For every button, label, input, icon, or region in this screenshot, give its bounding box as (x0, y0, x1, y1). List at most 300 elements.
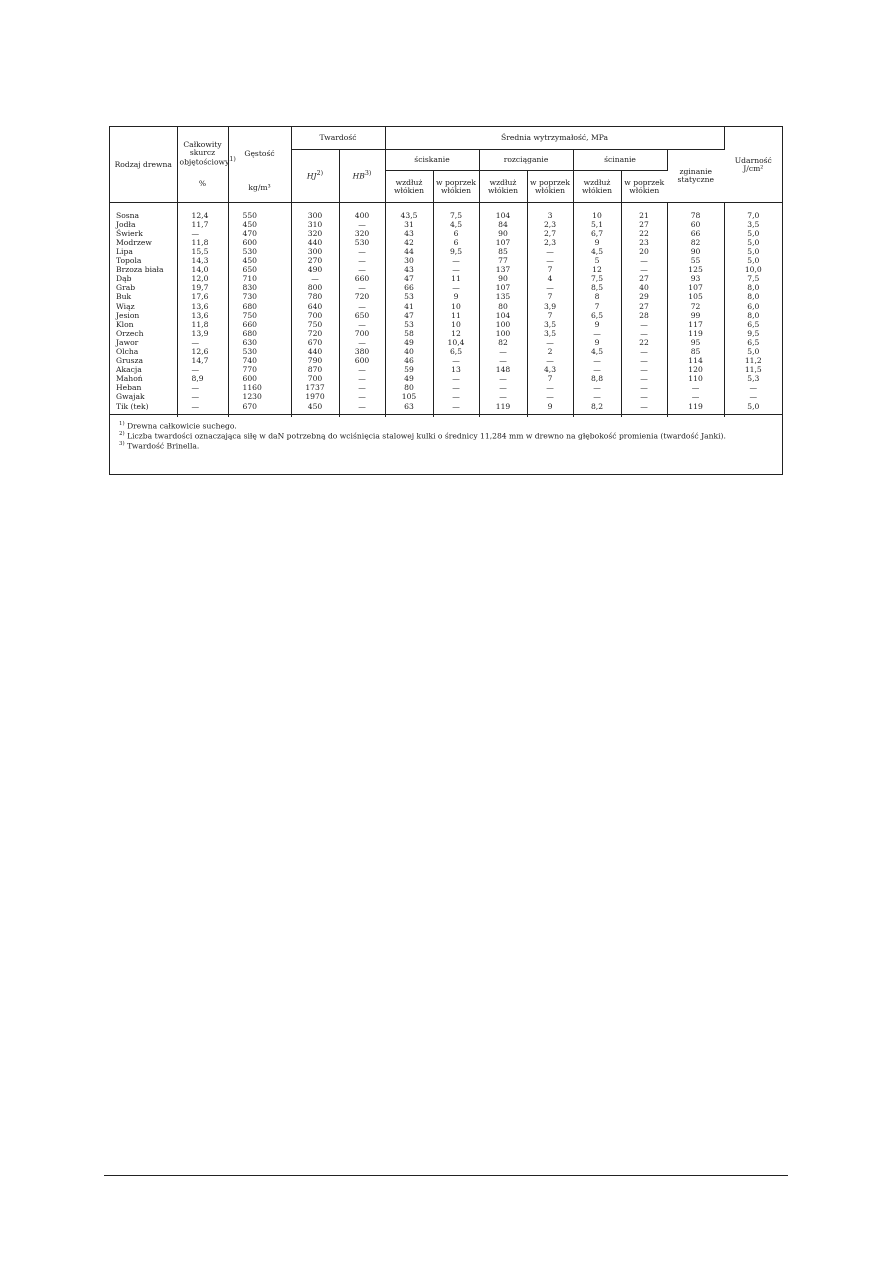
cell-tension-along: — (479, 357, 527, 366)
cell-bending: 107 (667, 284, 724, 293)
cell-impact: — (749, 383, 758, 393)
cell-hardness-hj: 640 (291, 302, 339, 311)
cell-compression-along: 53 (385, 320, 433, 329)
cell-shrinkage: 12,0 (177, 275, 228, 284)
cell-tension-across: — (527, 384, 573, 393)
cell-shear-along: — (573, 384, 621, 393)
cell-shear-across: — (621, 266, 667, 275)
cell-density: 630 (228, 338, 291, 347)
header-tension: rozciąganie (479, 150, 573, 171)
cell-impact: 5,0 (747, 347, 760, 356)
cell-hardness-hb: 700 (339, 329, 385, 338)
cell-compression-along: 105 (385, 393, 433, 402)
cell-density: 550 (228, 203, 291, 221)
cell-shrinkage: 11,8 (177, 238, 228, 247)
cell-compression-across: 11 (433, 311, 479, 320)
cell-hardness-hb: — (339, 338, 385, 347)
table-row (110, 247, 782, 256)
footnote-1: $^{1)}$ Drewna całkowicie suchego. (119, 421, 237, 431)
table-row (110, 293, 782, 302)
cell-shrinkage: — (177, 366, 228, 375)
cell-shear-along: 4,5 (573, 247, 621, 256)
cell-density: 830 (228, 284, 291, 293)
cell-impact: 5,0 (747, 238, 760, 247)
cell-shrinkage: 12,4 (177, 203, 228, 221)
cell-tension-across: 7 (527, 311, 573, 320)
cell-compression-along: 42 (385, 238, 433, 247)
cell-tension-along: 100 (479, 329, 527, 338)
cell-shear-across: 28 (621, 311, 667, 320)
header-tension-along: wzdłuż włókien (479, 171, 527, 203)
cell-species: Jawor (110, 338, 177, 347)
cell-impact: 3,5 (747, 220, 760, 229)
cell-impact: 11,2 (744, 356, 762, 366)
cell-shrinkage: 14,0 (177, 266, 228, 275)
cell-hardness-hj: 450 (291, 402, 339, 417)
cell-compression-across: 6 (433, 238, 479, 247)
cell-density: 680 (228, 329, 291, 338)
cell-tension-along: 148 (479, 366, 527, 375)
cell-hardness-hj: 670 (291, 338, 339, 347)
cell-compression-along: 43 (385, 266, 433, 275)
cell-compression-along: 40 (385, 347, 433, 356)
cell-species: Brzoza biała (110, 266, 177, 275)
cell-tension-across: 2,3 (527, 220, 573, 229)
cell-hardness-hb: — (339, 266, 385, 275)
cell-density: 740 (228, 357, 291, 366)
cell-shrinkage: 12,6 (177, 347, 228, 356)
cell-compression-across: — (433, 284, 479, 293)
cell-hardness-hb: — (339, 302, 385, 311)
cell-species: Jodła (110, 220, 177, 229)
table-header (110, 127, 782, 203)
cell-tension-along: 82 (479, 338, 527, 347)
cell-shear-across: 20 (621, 247, 667, 256)
cell-density: 710 (228, 275, 291, 284)
cell-tension-along: 137 (479, 266, 527, 275)
cell-species: Lipa (110, 247, 177, 256)
cell-hardness-hb: — (339, 247, 385, 256)
cell-shear-across: 22 (621, 229, 667, 238)
cell-hardness-hj: 720 (291, 329, 339, 338)
cell-shear-across: — (621, 320, 667, 329)
cell-density: 1160 (228, 384, 291, 393)
table-row (110, 256, 782, 265)
cell-hardness-hj: 1737 (291, 384, 339, 393)
cell-shear-across: — (621, 366, 667, 375)
header-shrinkage-unit: % (198, 179, 207, 189)
header-hardness: Twardość (291, 127, 385, 150)
cell-tension-across: 7 (527, 293, 573, 302)
header-compression: ściskanie (385, 150, 479, 171)
cell-shrinkage: 17,6 (177, 293, 228, 302)
cell-shear-along: 8 (573, 293, 621, 302)
cell-bending: 82 (667, 238, 724, 247)
footnote-3: $^{3)}$ Twardość Brinella. (119, 441, 200, 451)
cell-species: Modrzew (110, 238, 177, 247)
cell-hardness-hj: 700 (291, 375, 339, 384)
cell-hardness-hb: 320 (339, 229, 385, 238)
cell-shrinkage: 19,7 (177, 284, 228, 293)
cell-shrinkage: — (177, 384, 228, 393)
cell-tension-along: 77 (479, 256, 527, 265)
cell-density: 450 (228, 256, 291, 265)
cell-hardness-hb: — (339, 375, 385, 384)
cell-hardness-hb: 600 (339, 357, 385, 366)
header-compression-along: wzdłuż włókien (385, 171, 433, 203)
cell-hardness-hj: 490 (291, 266, 339, 275)
cell-shear-along: 7,5 (573, 275, 621, 284)
cell-bending: 120 (667, 366, 724, 375)
cell-compression-along: 44 (385, 247, 433, 256)
cell-shear-across: — (621, 384, 667, 393)
table-row (110, 203, 782, 221)
cell-tension-along: 135 (479, 293, 527, 302)
cell-compression-along: 80 (385, 384, 433, 393)
cell-impact: 7,5 (747, 274, 760, 284)
table-row (110, 384, 782, 393)
cell-species: Wiąz (110, 302, 177, 311)
cell-tension-along: 80 (479, 302, 527, 311)
cell-compression-across: — (433, 375, 479, 384)
cell-shear-along: 6,7 (573, 229, 621, 238)
cell-impact: 5,0 (747, 401, 760, 411)
cell-compression-along: 47 (385, 311, 433, 320)
cell-species: Mahoń (110, 375, 177, 384)
cell-hardness-hb: — (339, 384, 385, 393)
cell-tension-along: 107 (479, 238, 527, 247)
cell-compression-across: — (433, 256, 479, 265)
cell-bending: 110 (667, 375, 724, 384)
cell-species: Grusza (110, 357, 177, 366)
cell-species: Topola (110, 256, 177, 265)
cell-shear-along: — (573, 393, 621, 402)
cell-tension-across: 2,7 (527, 229, 573, 238)
cell-tension-across: 3,5 (527, 329, 573, 338)
cell-tension-across: 7 (527, 375, 573, 384)
cell-tension-across: 2 (527, 347, 573, 356)
cell-bending: 66 (667, 229, 724, 238)
cell-tension-along: 107 (479, 284, 527, 293)
cell-hardness-hj: 870 (291, 366, 339, 375)
cell-compression-across: 4,5 (433, 220, 479, 229)
cell-hardness-hb: 650 (339, 311, 385, 320)
table-row (110, 311, 782, 320)
cell-shrinkage: 13,9 (177, 329, 228, 338)
cell-species: Dąb (110, 275, 177, 284)
cell-tension-along: 90 (479, 275, 527, 284)
cell-shrinkage: 11,7 (177, 220, 228, 229)
cell-compression-across: 6,5 (433, 347, 479, 356)
cell-impact: 6,5 (747, 320, 760, 329)
cell-shrinkage: — (177, 393, 228, 402)
cell-species: Buk (110, 293, 177, 302)
cell-impact: 5,0 (747, 256, 760, 266)
cell-density: 670 (228, 402, 291, 417)
cell-impact: — (749, 392, 758, 402)
cell-hardness-hb: — (339, 220, 385, 229)
cell-compression-along: 63 (385, 402, 433, 417)
cell-hardness-hb: — (339, 256, 385, 265)
cell-hardness-hj: 300 (291, 247, 339, 256)
cell-tension-across: 2,3 (527, 238, 573, 247)
cell-shrinkage: — (177, 229, 228, 238)
cell-shrinkage: 15,5 (177, 247, 228, 256)
cell-shear-along: 8,2 (573, 402, 621, 417)
cell-hardness-hb: — (339, 320, 385, 329)
header-shear-across: w poprzek włókien (621, 171, 667, 203)
cell-impact: 10,0 (744, 265, 762, 275)
cell-species: Orzech (110, 329, 177, 338)
cell-shear-across: 29 (621, 293, 667, 302)
table-row (110, 302, 782, 311)
table-row (110, 266, 782, 275)
cell-compression-along: 30 (385, 256, 433, 265)
cell-compression-along: 49 (385, 338, 433, 347)
cell-compression-across: 12 (433, 329, 479, 338)
cell-shear-across: — (621, 256, 667, 265)
page-bottom-rule (104, 1175, 788, 1176)
cell-tension-along: — (479, 384, 527, 393)
cell-compression-across: 9,5 (433, 247, 479, 256)
header-density-unit: kg/m³ (248, 182, 271, 192)
cell-tension-across: — (527, 247, 573, 256)
table-row (110, 220, 782, 229)
cell-tension-across: 3,5 (527, 320, 573, 329)
cell-compression-across: 9 (433, 293, 479, 302)
cell-shear-along: 9 (573, 338, 621, 347)
cell-hardness-hb: 530 (339, 238, 385, 247)
cell-shear-across: 40 (621, 284, 667, 293)
cell-hardness-hj: 320 (291, 229, 339, 238)
header-impact-unit: J/cm² (743, 163, 764, 173)
cell-bending: 55 (667, 256, 724, 265)
cell-shear-across: 27 (621, 275, 667, 284)
cell-species: Olcha (110, 347, 177, 356)
header-tension-across: w poprzek włókien (527, 171, 573, 203)
header-strength: Średnia wytrzymałość, MPa (385, 127, 724, 150)
cell-shear-along: 5 (573, 256, 621, 265)
header-hardness-hb: HB$^{3)}$ (339, 150, 385, 203)
cell-tension-along: — (479, 375, 527, 384)
cell-shrinkage: 13,6 (177, 311, 228, 320)
cell-impact: 6,5 (747, 338, 760, 347)
cell-shear-across: — (621, 347, 667, 356)
cell-species: Gwajak (110, 393, 177, 402)
cell-shrinkage: — (177, 338, 228, 347)
cell-shear-along: 9 (573, 320, 621, 329)
cell-bending: — (667, 384, 724, 393)
cell-shear-along: — (573, 329, 621, 338)
cell-tension-across: — (527, 256, 573, 265)
header-density: Gęstość kg/m³ (228, 127, 291, 203)
cell-compression-along: 31 (385, 220, 433, 229)
cell-hardness-hj: 700 (291, 311, 339, 320)
cell-hardness-hj: 790 (291, 357, 339, 366)
cell-tension-across: 4,3 (527, 366, 573, 375)
cell-impact: 6,0 (747, 301, 760, 311)
cell-compression-along: 59 (385, 366, 433, 375)
cell-hardness-hj: 440 (291, 238, 339, 247)
cell-shear-across: 27 (621, 302, 667, 311)
cell-compression-along: 58 (385, 329, 433, 338)
cell-impact: 5,0 (747, 229, 760, 238)
cell-compression-across: 13 (433, 366, 479, 375)
header-shear-along: wzdłuż włókien (573, 171, 621, 203)
cell-species: Klon (110, 320, 177, 329)
cell-compression-along: 66 (385, 284, 433, 293)
cell-compression-along: 46 (385, 357, 433, 366)
cell-compression-along: 47 (385, 275, 433, 284)
cell-tension-across: 9 (527, 402, 573, 417)
cell-bending: 119 (667, 402, 724, 417)
cell-hardness-hj: 310 (291, 220, 339, 229)
cell-bending: 119 (667, 329, 724, 338)
cell-impact: 8,0 (747, 283, 760, 293)
header-bending: zginanie statyczne (667, 150, 724, 203)
cell-species: Grab (110, 284, 177, 293)
footnote-2: $^{2)}$ Liczba twardości oznaczająca siłę w daN potrzebną do wciśnięcia stalowej kulki o średnicy 11,284 mm w drewno na głębokość promienia (twardość Janki). (119, 431, 726, 441)
cell-bending: 114 (667, 357, 724, 366)
table-row (110, 366, 782, 375)
cell-tension-along: 100 (479, 320, 527, 329)
cell-compression-across: 11 (433, 275, 479, 284)
cell-density: 770 (228, 366, 291, 375)
cell-tension-along: 119 (479, 402, 527, 417)
cell-tension-across: — (527, 284, 573, 293)
cell-species: Sosna (110, 203, 177, 221)
cell-species: Świerk (110, 229, 177, 238)
cell-shrinkage: 11,8 (177, 320, 228, 329)
cell-species: Tik (tek) (110, 402, 177, 417)
cell-impact: 5,0 (747, 247, 760, 256)
cell-density: 650 (228, 266, 291, 275)
cell-density: 600 (228, 238, 291, 247)
table-row (110, 275, 782, 284)
header-shear: ścinanie (573, 150, 667, 171)
cell-hardness-hj: 270 (291, 256, 339, 265)
wood-properties-table (110, 127, 782, 417)
cell-hardness-hb: — (339, 393, 385, 402)
cell-shrinkage: 13,6 (177, 302, 228, 311)
cell-shear-across: 23 (621, 238, 667, 247)
cell-tension-across: 7 (527, 266, 573, 275)
cell-shear-across: — (621, 393, 667, 402)
header-shrinkage: Całkowity skurcz objętościowy$^{1)}$ % (177, 127, 228, 203)
cell-compression-across: 10,4 (433, 338, 479, 347)
cell-bending: 93 (667, 275, 724, 284)
cell-shear-along: — (573, 357, 621, 366)
cell-compression-across: 7,5 (433, 203, 479, 221)
cell-tension-across: 4 (527, 275, 573, 284)
cell-shear-along: 5,1 (573, 220, 621, 229)
table-row (110, 238, 782, 247)
cell-shrinkage: 14,3 (177, 256, 228, 265)
cell-density: 530 (228, 247, 291, 256)
cell-compression-across: — (433, 402, 479, 417)
cell-shear-along: 6,5 (573, 311, 621, 320)
cell-hardness-hj: — (291, 275, 339, 284)
cell-density: 660 (228, 320, 291, 329)
cell-tension-across: 3 (527, 203, 573, 221)
cell-density: 1230 (228, 393, 291, 402)
cell-shear-along: 8,5 (573, 284, 621, 293)
cell-shear-along: 9 (573, 238, 621, 247)
cell-impact: 9,5 (747, 329, 760, 338)
cell-hardness-hb: — (339, 284, 385, 293)
cell-tension-along: 104 (479, 203, 527, 221)
cell-shear-across: — (621, 329, 667, 338)
cell-density: 750 (228, 311, 291, 320)
cell-density: 730 (228, 293, 291, 302)
cell-impact: 7,0 (747, 210, 760, 220)
cell-impact: 8,0 (747, 311, 760, 320)
cell-shear-across: — (621, 402, 667, 417)
cell-tension-along: — (479, 347, 527, 356)
cell-compression-across: — (433, 266, 479, 275)
cell-compression-across: 6 (433, 229, 479, 238)
cell-hardness-hb: 400 (339, 203, 385, 221)
cell-hardness-hj: 440 (291, 347, 339, 356)
cell-impact: 5,3 (747, 374, 760, 384)
cell-shear-along: 12 (573, 266, 621, 275)
cell-bending: 90 (667, 247, 724, 256)
cell-shrinkage: 14,7 (177, 357, 228, 366)
cell-tension-along: — (479, 393, 527, 402)
cell-bending: 78 (667, 203, 724, 221)
cell-density: 450 (228, 220, 291, 229)
cell-impact: 8,0 (747, 292, 760, 302)
cell-bending: 117 (667, 320, 724, 329)
cell-shear-along: 8,8 (573, 375, 621, 384)
cell-bending: 85 (667, 347, 724, 356)
table-row (110, 347, 782, 356)
header-hardness-hj: HJ$^{2)}$ (291, 150, 339, 203)
cell-tension-across: — (527, 393, 573, 402)
cell-compression-along: 41 (385, 302, 433, 311)
cell-hardness-hj: 1970 (291, 393, 339, 402)
cell-shear-across: — (621, 357, 667, 366)
cell-species: Jesion (110, 311, 177, 320)
cell-tension-along: 85 (479, 247, 527, 256)
table-row (110, 329, 782, 338)
cell-compression-along: 43,5 (385, 203, 433, 221)
cell-shear-along: 7 (573, 302, 621, 311)
cell-density: 680 (228, 302, 291, 311)
cell-tension-across: 3,9 (527, 302, 573, 311)
table-row (110, 229, 782, 238)
cell-shear-across: 21 (621, 203, 667, 221)
cell-bending: 125 (667, 266, 724, 275)
cell-tension-across: — (527, 338, 573, 347)
table-row (110, 393, 782, 402)
cell-tension-along: 90 (479, 229, 527, 238)
table-body (110, 203, 782, 418)
cell-species: Akacja (110, 366, 177, 375)
cell-species: Heban (110, 384, 177, 393)
footnotes (109, 414, 783, 475)
cell-hardness-hj: 750 (291, 320, 339, 329)
cell-tension-along: 84 (479, 220, 527, 229)
cell-shear-along: 10 (573, 203, 621, 221)
cell-impact: 11,5 (744, 365, 762, 375)
cell-density: 470 (228, 229, 291, 238)
cell-hardness-hj: 300 (291, 203, 339, 221)
cell-hardness-hb: 380 (339, 347, 385, 356)
header-compression-across: w poprzek włókien (433, 171, 479, 203)
cell-compression-across: — (433, 384, 479, 393)
cell-tension-along: 104 (479, 311, 527, 320)
